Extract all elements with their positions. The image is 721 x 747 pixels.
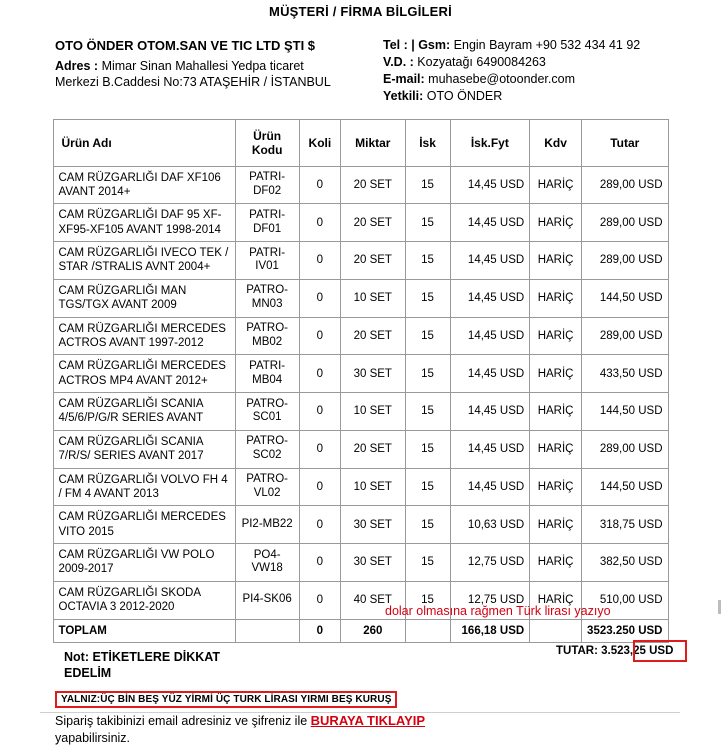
red-handwritten-annotation: dolar olmasına rağmen Türk lirası yazıyo xyxy=(385,604,611,618)
cell-name: CAM RÜZGARLIĞI SKODA OCTAVIA 3 2012-2020 xyxy=(53,581,235,619)
total-cell-code xyxy=(235,619,299,642)
cell-koli: 0 xyxy=(299,544,340,582)
cell-koli: 0 xyxy=(299,355,340,393)
cell-koli: 0 xyxy=(299,430,340,468)
column-header-name: Ürün Adı xyxy=(53,119,235,166)
cell-tutar: 289,00 USD xyxy=(581,430,668,468)
cell-iskfyt: 14,45 USD xyxy=(450,166,530,204)
cell-tutar: 510,00 USD xyxy=(581,581,668,619)
cell-koli: 0 xyxy=(299,506,340,544)
table-row xyxy=(53,468,668,506)
column-header-code: Ürün Kodu xyxy=(235,119,299,166)
table-row xyxy=(53,317,668,355)
header-area xyxy=(0,19,721,105)
seller-address-line-2: Merkezi B.Caddesi No:73 ATAŞEHİR / İSTANBUL xyxy=(55,75,331,90)
cell-tutar: 289,00 USD xyxy=(581,204,668,242)
cell-koli: 0 xyxy=(299,317,340,355)
cell-isk: 15 xyxy=(405,430,450,468)
total-cell-iskfyt: 166,18 USD xyxy=(450,619,530,642)
cell-code: PATRI-DF02 xyxy=(235,166,299,204)
cell-isk: 15 xyxy=(405,355,450,393)
cell-koli: 0 xyxy=(299,581,340,619)
cell-miktar: 20 SET xyxy=(340,317,405,355)
cell-iskfyt: 14,45 USD xyxy=(450,317,530,355)
table-total-row xyxy=(53,619,668,642)
vd-value: Kozyatağı 6490084263 xyxy=(417,54,546,69)
cell-name: CAM RÜZGARLIĞI DAF XF106 AVANT 2014+ xyxy=(53,166,235,204)
cell-miktar: 20 SET xyxy=(340,242,405,280)
cell-iskfyt: 14,45 USD xyxy=(450,468,530,506)
authorized-label: Yetkili: xyxy=(383,88,424,103)
cell-koli: 0 xyxy=(299,204,340,242)
table-row xyxy=(53,242,668,280)
header-row xyxy=(53,119,668,166)
order-tracking-text xyxy=(55,712,475,747)
cell-iskfyt: 14,45 USD xyxy=(450,430,530,468)
cell-miktar: 10 SET xyxy=(340,279,405,317)
cell-code: PATRO-VL02 xyxy=(235,468,299,506)
email-label: E-mail: xyxy=(383,71,425,86)
cell-kdv: HARİÇ xyxy=(530,317,582,355)
column-header-koli: Koli xyxy=(299,119,340,166)
cell-tutar: 144,50 USD xyxy=(581,393,668,431)
cell-tutar: 144,50 USD xyxy=(581,279,668,317)
authorized-value: OTO ÖNDER xyxy=(426,88,503,103)
seller-company-name: OTO ÖNDER OTOM.SAN VE TIC LTD ŞTI $ xyxy=(55,38,316,53)
cell-code: PI2-MB22 xyxy=(235,506,299,544)
seller-info xyxy=(55,37,375,105)
cell-koli: 0 xyxy=(299,393,340,431)
cell-iskfyt: 14,45 USD xyxy=(450,355,530,393)
cell-iskfyt: 14,45 USD xyxy=(450,279,530,317)
contact-vd-row xyxy=(383,54,681,71)
cell-tutar: 144,50 USD xyxy=(581,468,668,506)
cell-name: CAM RÜZGARLIĞI VOLVO FH 4 / FM 4 AVANT 2013 xyxy=(53,468,235,506)
cell-name: CAM RÜZGARLIĞI SCANIA 7/R/S/ SERIES AVANT 2017 xyxy=(53,430,235,468)
cell-iskfyt: 10,63 USD xyxy=(450,506,530,544)
cell-miktar: 20 SET xyxy=(340,166,405,204)
table-row xyxy=(53,393,668,431)
column-header-miktar: Miktar xyxy=(340,119,405,166)
cell-kdv: HARİÇ xyxy=(530,430,582,468)
cell-tutar: 289,00 USD xyxy=(581,242,668,280)
cell-koli: 0 xyxy=(299,279,340,317)
table-row xyxy=(53,204,668,242)
cell-koli: 0 xyxy=(299,242,340,280)
cell-code: PATRO-MB02 xyxy=(235,317,299,355)
cell-name: CAM RÜZGARLIĞI IVECO TEK / STAR /STRALIS AVNT 2004+ xyxy=(53,242,235,280)
order-tracking-prefix: Sipariş takibinizi email adresiniz ve şifreniz ile xyxy=(55,714,311,729)
cell-name: CAM RÜZGARLIĞI MERCEDES ACTROS MP4 AVANT 2012+ xyxy=(53,355,235,393)
cell-isk: 15 xyxy=(405,279,450,317)
cell-isk: 15 xyxy=(405,242,450,280)
summary-total-label: TUTAR: xyxy=(556,645,598,657)
cell-name: CAM RÜZGARLIĞI DAF 95 XF-XF95-XF105 AVANT 1998-2014 xyxy=(53,204,235,242)
cell-name: CAM RÜZGARLIĞI MERCEDES ACTROS AVANT 1997-2012 xyxy=(53,317,235,355)
cell-code: PI4-SK06 xyxy=(235,581,299,619)
order-tracking-suffix: yapabilirsiniz. xyxy=(55,731,131,746)
cell-kdv: HARİÇ xyxy=(530,544,582,582)
cell-miktar: 30 SET xyxy=(340,355,405,393)
email-value: muhasebe@otoonder.com xyxy=(428,71,575,86)
cell-code: PO4-VW18 xyxy=(235,544,299,582)
footer-divider xyxy=(40,712,680,713)
cell-tutar: 318,75 USD xyxy=(581,506,668,544)
table-row xyxy=(53,355,668,393)
phone-label: Tel : | Gsm: xyxy=(383,38,451,52)
column-header-kdv: Kdv xyxy=(530,119,582,166)
order-tracking-link[interactable]: BURAYA TIKLAYIP xyxy=(310,713,426,729)
annotation-highlight-box xyxy=(633,640,687,662)
cell-isk: 15 xyxy=(405,581,450,619)
cell-koli: 0 xyxy=(299,166,340,204)
items-table-header xyxy=(53,119,668,166)
table-row xyxy=(53,430,668,468)
cell-miktar: 10 SET xyxy=(340,468,405,506)
cell-name: CAM RÜZGARLIĞI MAN TGS/TGX AVANT 2009 xyxy=(53,279,235,317)
cell-miktar: 20 SET xyxy=(340,430,405,468)
cell-isk: 15 xyxy=(405,166,450,204)
seller-address-line-1 xyxy=(55,58,375,75)
cell-name: CAM RÜZGARLIĞI VW POLO 2009-2017 xyxy=(53,544,235,582)
amount-in-words: YALNIZ:ÜÇ BİN BEŞ YÜZ YİRMİ ÜÇ TURK LİRASI YIRMI BEŞ KURUŞ xyxy=(55,691,397,708)
contact-phone-row xyxy=(383,37,681,54)
column-header-isk: İsk xyxy=(405,119,450,166)
cell-isk: 15 xyxy=(405,393,450,431)
cell-code: PATRO-SC01 xyxy=(235,393,299,431)
cell-kdv: HARİÇ xyxy=(530,581,582,619)
cell-code: PATRO-SC02 xyxy=(235,430,299,468)
cell-miktar: 40 SET xyxy=(340,581,405,619)
contact-info xyxy=(375,37,681,105)
cell-name: CAM RÜZGARLIĞI SCANIA 4/5/6/P/G/R SERIES AVANT xyxy=(53,393,235,431)
note-block xyxy=(64,649,264,682)
cell-code: PATRI-IV01 xyxy=(235,242,299,280)
cell-iskfyt: 14,45 USD xyxy=(450,204,530,242)
seller-address-text-1: Mimar Sinan Mahallesi Yedpa ticaret xyxy=(101,58,304,73)
total-cell-tutar: 3523.250 USD xyxy=(581,619,668,642)
table-row xyxy=(53,279,668,317)
contact-authorized-row xyxy=(383,88,681,105)
cell-miktar: 30 SET xyxy=(340,544,405,582)
items-table-body xyxy=(53,166,668,642)
table-row xyxy=(53,166,668,204)
page-title: MÜŞTERİ / FİRMA BİLGİLERİ xyxy=(269,4,452,19)
summary-total-value: 3.523,25 USD xyxy=(601,645,674,657)
cell-isk: 15 xyxy=(405,468,450,506)
cell-tutar: 382,50 USD xyxy=(581,544,668,582)
cell-kdv: HARİÇ xyxy=(530,355,582,393)
cell-isk: 15 xyxy=(405,506,450,544)
cell-iskfyt: 14,45 USD xyxy=(450,242,530,280)
address-label: Adres : xyxy=(55,58,99,73)
total-cell-isk xyxy=(405,619,450,642)
cell-kdv: HARİÇ xyxy=(530,279,582,317)
cell-miktar: 20 SET xyxy=(340,204,405,242)
table-row xyxy=(53,506,668,544)
cell-miktar: 30 SET xyxy=(340,506,405,544)
cell-code: PATRI-MB04 xyxy=(235,355,299,393)
phone-value: Engin Bayram +90 532 434 41 92 xyxy=(453,38,641,52)
total-cell-kdv xyxy=(530,619,582,642)
total-cell-miktar: 260 xyxy=(340,619,405,642)
cell-iskfyt: 12,75 USD xyxy=(450,581,530,619)
cell-kdv: HARİÇ xyxy=(530,166,582,204)
cell-kdv: HARİÇ xyxy=(530,242,582,280)
cell-isk: 15 xyxy=(405,544,450,582)
cell-isk: 15 xyxy=(405,204,450,242)
cell-isk: 15 xyxy=(405,317,450,355)
cell-code: PATRI-DF01 xyxy=(235,204,299,242)
contact-email-row xyxy=(383,71,681,88)
vd-label: V.D. : xyxy=(383,54,414,69)
cell-code: PATRO-MN03 xyxy=(235,279,299,317)
cell-kdv: HARİÇ xyxy=(530,468,582,506)
cell-iskfyt: 14,45 USD xyxy=(450,393,530,431)
cell-kdv: HARİÇ xyxy=(530,204,582,242)
cell-iskfyt: 12,75 USD xyxy=(450,544,530,582)
cell-kdv: HARİÇ xyxy=(530,506,582,544)
cell-kdv: HARİÇ xyxy=(530,393,582,431)
cell-tutar: 433,50 USD xyxy=(581,355,668,393)
column-header-tutar: Tutar xyxy=(581,119,668,166)
note-line-1: Not: ETİKETLERE DİKKAT xyxy=(64,649,221,664)
total-cell-koli: 0 xyxy=(299,619,340,642)
total-cell-name: TOPLAM xyxy=(53,619,235,642)
table-row xyxy=(53,544,668,582)
cell-koli: 0 xyxy=(299,468,340,506)
items-table xyxy=(53,119,669,643)
cell-tutar: 289,00 USD xyxy=(581,317,668,355)
cell-tutar: 289,00 USD xyxy=(581,166,668,204)
note-line-2: EDELİM xyxy=(64,666,112,681)
cell-name: CAM RÜZGARLIĞI MERCEDES VITO 2015 xyxy=(53,506,235,544)
column-header-iskfyt: İsk.Fyt xyxy=(450,119,530,166)
cell-miktar: 10 SET xyxy=(340,393,405,431)
